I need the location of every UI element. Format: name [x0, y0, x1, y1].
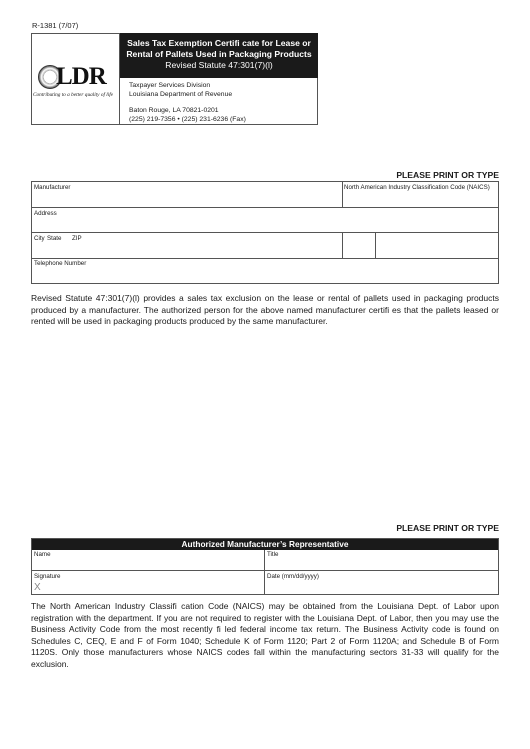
state-field[interactable]: State	[47, 235, 62, 242]
please-print-label: PLEASE PRINT OR TYPE	[396, 170, 499, 180]
naics-field[interactable]: North American Industry Classification Code (NAICS)	[344, 184, 490, 191]
logo-tagline: Contributing to a better quality of life	[33, 92, 114, 98]
please-print-label: PLEASE PRINT OR TYPE	[396, 523, 499, 533]
paragraph-naics: The North American Industry Classifi cation Code (NAICS) may be obtained from the Louisiana Dept. of Labor upon registration with the department. If you are not required to register with the Louisiana Dept. of Labor, then you may use the Business Activity Code from the most recently fi led federal income tax return. The Business Activity code is found on Schedules C, CEQ, E and F of Form 1040; Schedule K of Form 1120; Part 2 of Form 1120A; and Schedule B of Form 1120S. Only those manufacturers whose NAICS codes fall within the manufacturing sectors 31-33 will qualify for the exclusion.	[31, 601, 499, 669]
table-divider	[342, 232, 343, 258]
form-number: R-1381 (7/07)	[32, 21, 79, 30]
agency-department: Louisiana Department of Revenue	[129, 91, 233, 98]
telephone-field[interactable]: Telephone Number	[34, 260, 87, 267]
title-line-1: Sales Tax Exemption Certifi cate for Lease or	[127, 38, 311, 48]
table-divider	[31, 258, 499, 259]
ldr-logo: LDR	[56, 63, 106, 90]
rep-date-field[interactable]: Date (mm/dd/yyyy)	[267, 573, 319, 580]
representative-header: Authorized Manufacturer’s Representative	[31, 538, 499, 550]
agency-division: Taxpayer Services Division	[129, 82, 211, 89]
city-field[interactable]: City	[34, 235, 45, 242]
table-divider	[31, 570, 499, 571]
address-field[interactable]: Address	[34, 210, 57, 217]
title-statute: Revised Statute 47:301(7)(l)	[165, 60, 273, 70]
title-bar	[120, 33, 318, 78]
table-divider	[31, 232, 499, 233]
table-divider	[342, 181, 343, 207]
agency-city: Baton Rouge, LA 70821-0201	[129, 107, 219, 114]
agency-phone: (225) 219-7356 • (225) 231-6236 (Fax)	[129, 116, 246, 123]
representative-table	[31, 538, 499, 595]
signature-x-mark: X	[34, 582, 41, 593]
zip-field[interactable]: ZIP	[72, 235, 82, 242]
rep-name-field[interactable]: Name	[34, 551, 51, 558]
table-divider	[31, 207, 499, 208]
table-divider	[264, 550, 265, 595]
rep-title-field[interactable]: Title	[267, 551, 279, 558]
title-line-2: Rental of Pallets Used in Packaging Products	[126, 49, 312, 59]
paragraph-statute: Revised Statute 47:301(7)(l) provides a sales tax exclusion on the lease or rental of pallets used in packaging products produced by a manufacturer. The authorized person for the above named manufacturer certifi es that the pallets leased or rented will be used in packaging products produced by the same manufacturer.	[31, 293, 499, 326]
rep-signature-field[interactable]: Signature	[34, 573, 61, 580]
manufacturer-field[interactable]: Manufacturer	[34, 184, 71, 191]
table-divider	[375, 232, 376, 258]
